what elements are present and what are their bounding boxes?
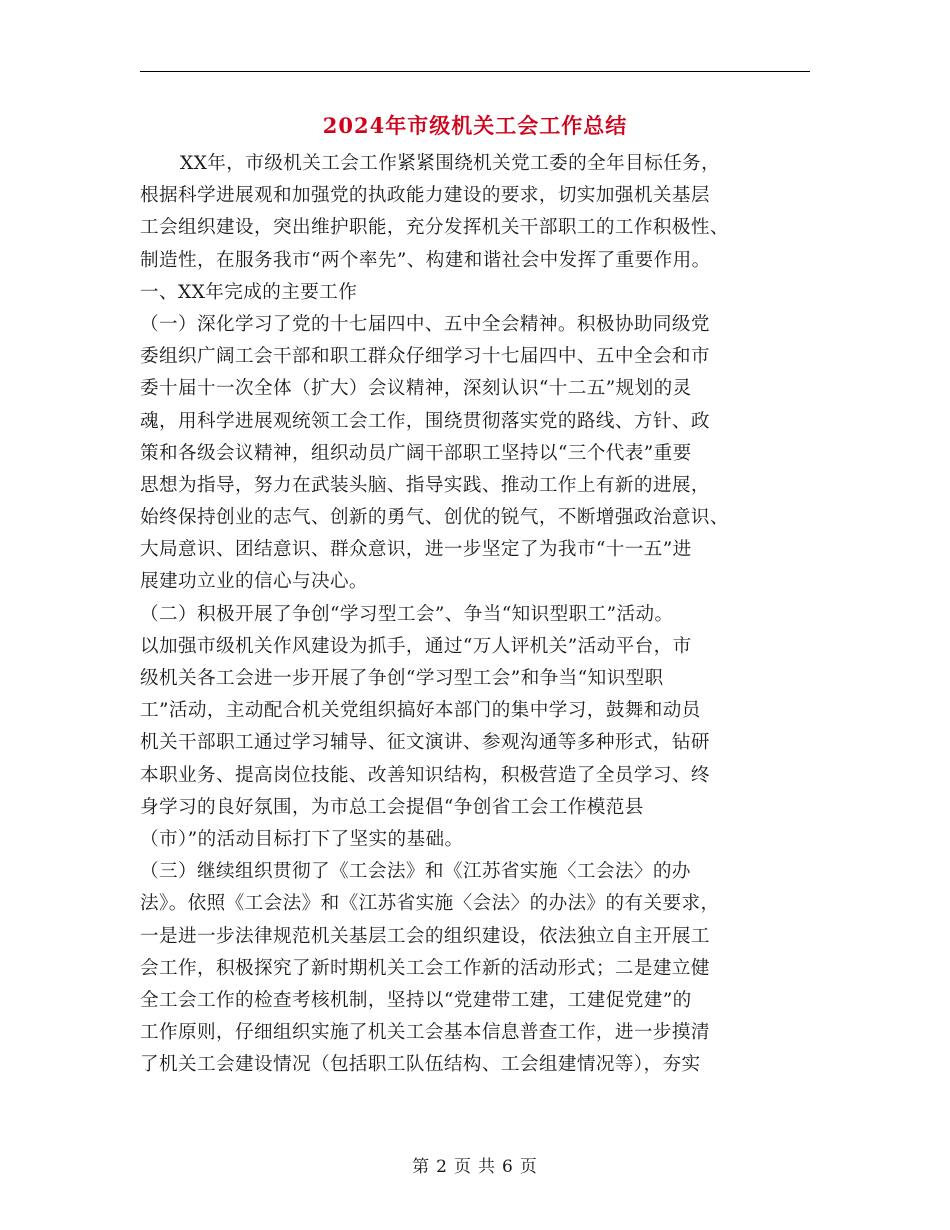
body-line: 思想为指导，努力在武装头脑、指导实践、推动工作上有新的进展， bbox=[140, 474, 710, 496]
body-line: 工作原则，仔细组织实施了机关工会基本信息普查工作，进一步摸清 bbox=[140, 1022, 710, 1044]
document-title: 2024年市级机关工会工作总结 bbox=[322, 113, 628, 138]
body-line: （一）深化学习了党的十七届四中、五中全会精神。积极协助同级党 bbox=[140, 313, 710, 335]
body-line: 根据科学进展观和加强党的执政能力建设的要求，切实加强机关基层 bbox=[140, 185, 710, 207]
body-line: 全工会工作的检查考核机制，坚持以“党建带工建，工建促党建”的 bbox=[140, 989, 692, 1011]
footer-total-word: 页 bbox=[519, 1157, 538, 1177]
body-line: 策和各级会议精神，组织动员广阔干部职工坚持以“三个代表”重要 bbox=[140, 442, 692, 464]
body-line: 了机关工会建设情况（包括职工队伍结构、工会组建情况等），夯实 bbox=[140, 1054, 701, 1076]
body-line: 始终保持创业的志气、创新的勇气、创优的锐气，不断增强政治意识、 bbox=[140, 507, 729, 529]
body-line: 委组织广阔工会干部和职工群众仔细学习十七届四中、五中全会和市 bbox=[140, 346, 710, 368]
body-line: XX年，市级机关工会工作紧紧围绕机关党工委的全年目标任务， bbox=[180, 153, 721, 174]
body-line: （三）继续组织贯彻了《工会法》和《江苏省实施〈工会法〉的办 bbox=[140, 861, 691, 883]
footer-total-prefix: 共 bbox=[478, 1157, 496, 1177]
footer-page-number: 2 bbox=[436, 1157, 448, 1177]
body-line: 工”活动，主动配合机关党组织搞好本部门的集中学习，鼓舞和动员 bbox=[140, 700, 701, 722]
body-line: 法》。依照《工会法》和《江苏省实施〈会法〉的办法》的有关要求， bbox=[140, 893, 720, 915]
body-line: 一是进一步法律规范机关基层工会的组织建设，依法独立自主开展工 bbox=[140, 925, 710, 947]
body-line: 工会组织建设，突出维护职能，充分发挥机关干部职工的工作积极性、 bbox=[140, 217, 729, 239]
document-body bbox=[140, 148, 810, 1081]
footer-total-pages: 6 bbox=[502, 1157, 514, 1177]
section-heading: 一、XX年完成的主要工作 bbox=[140, 281, 358, 303]
page-footer bbox=[0, 1152, 950, 1177]
body-line: （市）”的活动目标打下了坚实的基础。 bbox=[140, 828, 464, 850]
body-line: 机关干部职工通过学习辅导、征文演讲、参观沟通等多种形式，钻研 bbox=[140, 732, 710, 754]
footer-page-word: 页 bbox=[454, 1157, 472, 1177]
body-line: 以加强市级机关作风建设为抓手，通过“万人评机关”活动平台，市 bbox=[140, 635, 692, 657]
body-line: 大局意识、团结意识、群众意识，进一步坚定了为我市“十一五”进 bbox=[140, 539, 692, 561]
body-line: 魂，用科学进展观统领工会工作，围绕贯彻落实党的路线、方针、政 bbox=[140, 410, 710, 432]
body-line: 制造性，在服务我市“两个率先”、构建和谐社会中发挥了重要作用。 bbox=[140, 249, 711, 271]
footer-page-prefix: 第 bbox=[412, 1157, 431, 1177]
body-line: 身学习的良好氛围，为市总工会提倡“争创省工会工作模范县 bbox=[140, 796, 644, 818]
body-line: （二）积极开展了争创“学习型工会”、争当“知识型职工”活动。 bbox=[140, 603, 674, 625]
body-line: 本职业务、提高岗位技能、改善知识结构，积极营造了全员学习、终 bbox=[140, 764, 710, 786]
header-rule bbox=[140, 71, 810, 72]
body-line: 级机关各工会进一步开展了争创“学习型工会”和争当“知识型职 bbox=[140, 668, 664, 689]
body-line: 委十届十一次全体（扩大）会议精神，深刻认识“十二五”规划的灵 bbox=[140, 378, 692, 400]
body-line: 会工作，积极探究了新时期机关工会工作新的活动形式；二是建立健 bbox=[140, 957, 710, 979]
body-line: 展建功立业的信心与决心。 bbox=[140, 571, 368, 593]
